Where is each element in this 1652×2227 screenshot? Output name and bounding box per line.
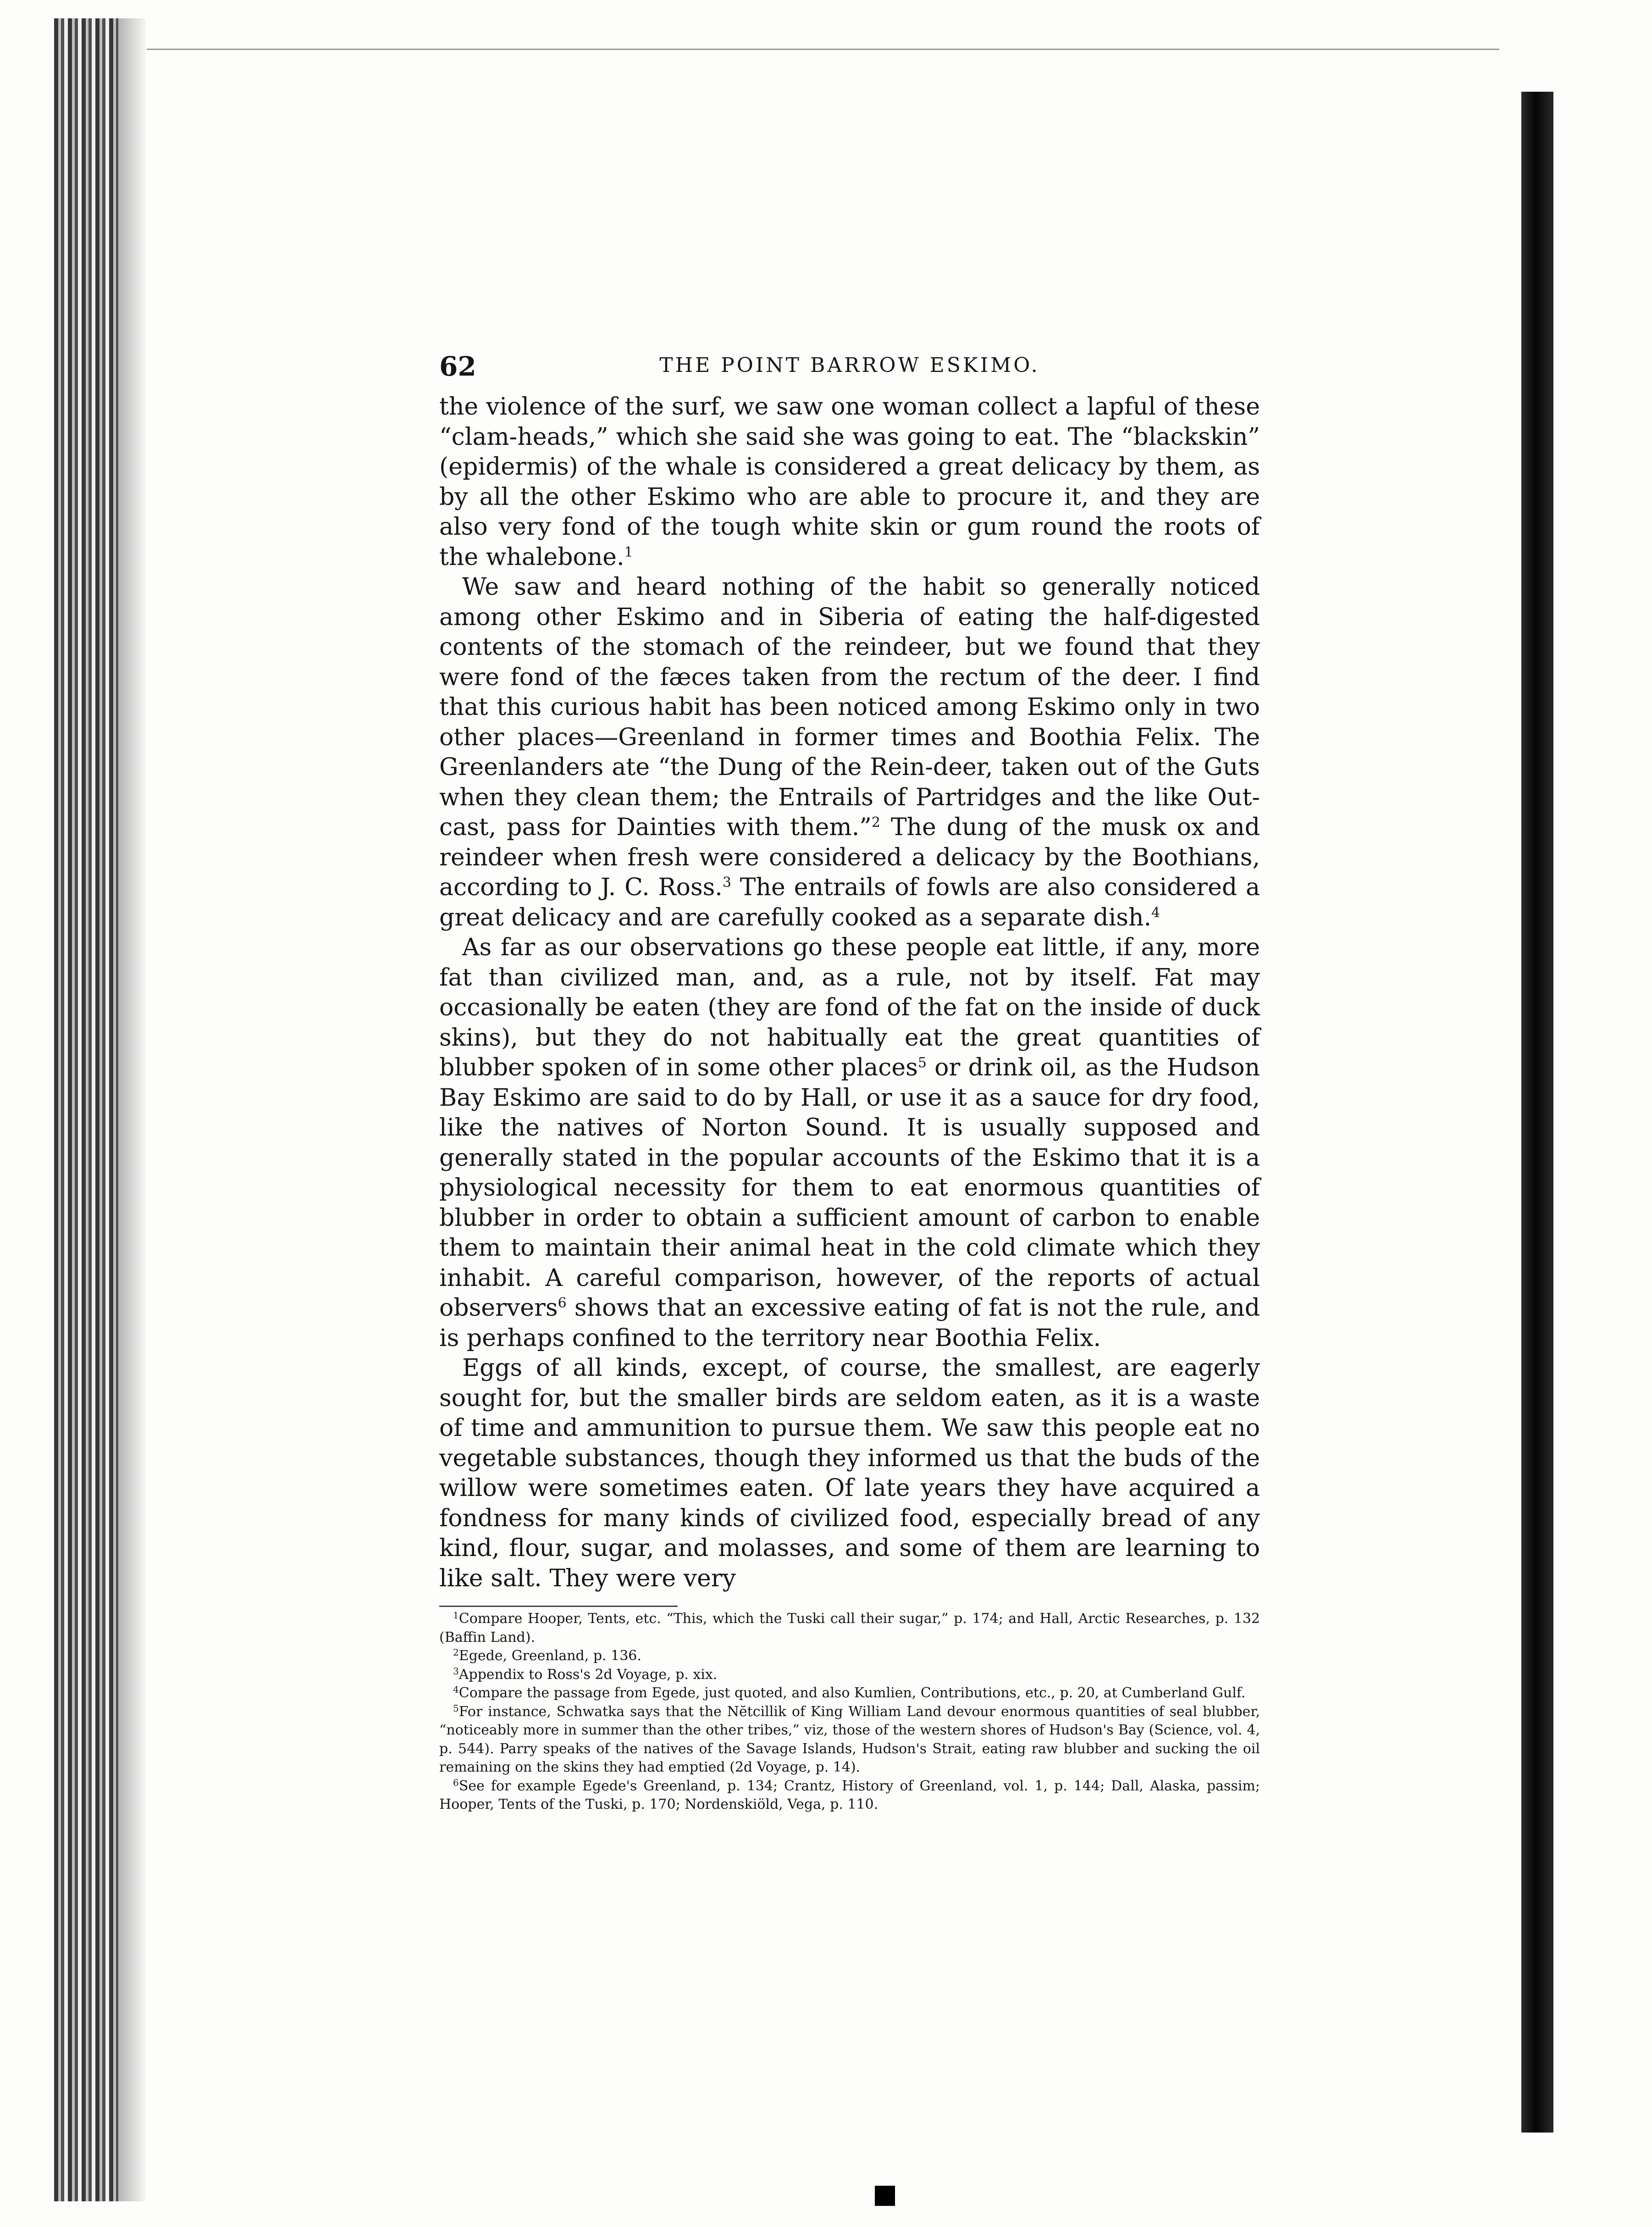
footnotes [439,1610,1260,1814]
text-run: or drink oil, as the Hudson Bay Eskimo are said to do by Hall, or use it as a sauce for dry food, like the natives of Norton Sound. It is usually supposed and generally stated in the popular accounts of the Eskimo that it is a physiological necessity for them to eat enormous quantities of blubber in order to obtain a sufficient amount of carbon to enable them to maintain their animal heat in the cold climate which they inhabit. A careful comparison, however, of the reports of actual observers [439,1054,1260,1322]
footnote [439,1703,1260,1777]
footnote [439,1610,1260,1647]
footnote-mark: 2 [453,1647,459,1658]
running-head [439,351,1260,392]
footnote-rule [439,1606,678,1607]
text-run: As far as our observations go these people eat little, if any, more fat than civilized man, and, as a rule, not by itself. Fat may occasionally be eaten (they are fond of the fat on the inside of duck skins), but they do not habitually eat the great quantities of blubber spoken of in some other places [439,934,1260,1081]
footnote-text: Egede, Greenland, p. 136. [459,1648,641,1664]
text-run: The dung of the musk ox and reindeer when fresh were considered a delicacy by the Boothians, according to J. C. Ross. [439,814,1260,901]
footnote-mark: 6 [453,1777,459,1788]
paragraph [439,1353,1260,1594]
text-run: We saw and heard nothing of the habit so generally noticed among other Eskimo and in Siberia of eating the half-digested contents of the stomach of the reindeer, but we found that they were fond of the fæces taken from the rectum of the deer. I find that this curious habit has been noticed among Eskimo only in two other places—Greenland in former times and Boothia Felix. The Greenlanders ate “the Dung of the Rein-deer, taken out of the Guts when they clean them; the Entrails of Partridges and the like Out-cast, pass for Dainties with them.” [439,573,1260,841]
scan-registration-mark [875,2186,895,2206]
scan-top-edge [147,49,1499,50]
footnote-text: Compare Hooper, Tents, etc. “This, which the Tuski call their sugar,” p. 174; and Hall, Arctic Researches, p. 132 (Baffin Land). [439,1611,1260,1645]
footnote-ref[interactable]: 5 [917,1055,927,1071]
footnote-text: Compare the passage from Egede, just quoted, and also Kumlien, Contributions, etc., p. 20, at Cumberland Gulf. [459,1685,1246,1701]
footnote-ref[interactable]: 1 [624,544,633,560]
text-run: Eggs of all kinds, except, of course, the smallest, are eagerly sought for, but the smaller birds are seldom eaten, as it is a waste of time and ammunition to pursue them. We saw this people eat no vegetable substances, though they informed us that the buds of the willow were sometimes eaten. Of late years they have acquired a fondness for many kinds of civilized food, especially bread of any kind, flour, sugar, and molasses, and some of them are learning to like salt. They were very [439,1354,1260,1592]
text-run: The entrails of fowls are also considered a great delicacy and are carefully cooked as a separate dish. [439,874,1260,931]
footnote-ref[interactable]: 4 [1151,904,1160,921]
scan-edge-right [1521,92,1553,2133]
footnote [439,1666,1260,1684]
footnote-text: Appendix to Ross's 2d Voyage, p. xix. [459,1666,718,1683]
page-number: 62 [439,351,476,382]
footnote-ref[interactable]: 6 [558,1295,567,1311]
running-title: THE POINT BARROW ESKIMO. [659,354,1040,377]
footnote-ref[interactable]: 3 [722,875,731,891]
footnote [439,1777,1260,1814]
paragraph [439,572,1260,933]
scan-binding-shadow [118,18,146,2201]
text-run: the violence of the surf, we saw one woman collect a lapful of these “clam-heads,” which she said she was going to eat. The “blackskin” (epidermis) of the whale is considered a great delicacy by them, as by all the other Eskimo who are able to procure it, and they are also very fond of the tough white skin or gum round the roots of the whalebone. [439,393,1260,571]
footnote [439,1684,1260,1703]
footnote-ref[interactable]: 2 [871,814,880,831]
book-page [439,351,1260,1814]
footnote-mark: 5 [453,1702,459,1714]
text-run: shows that an excessive eating of fat is not the rule, and is perhaps confined to the territory near Boothia Felix. [439,1294,1260,1352]
body-text [439,392,1260,1594]
footnote-text: For instance, Schwatka says that the Nĕtcillik of King William Land devour enormous quantities of seal blubber, “noticeably more in summer than the other tribes,” viz, those of the western shores of Hudson's Bay (Science, vol. 4, p. 544). Parry speaks of the natives of the Savage Islands, Hudson's Strait, eating raw blubber and sucking the oil remaining on the skins they had emptied (2d Voyage, p. 14). [439,1703,1260,1775]
footnote [439,1647,1260,1666]
paragraph [439,392,1260,572]
footnote-mark: 3 [453,1665,459,1677]
footnote-mark: 4 [453,1684,459,1695]
footnote-mark: 1 [453,1610,459,1621]
paragraph [439,933,1260,1353]
scan-binding-edge-left [54,18,118,2201]
footnote-text: See for example Egede's Greenland, p. 134; Crantz, History of Greenland, vol. 1, p. 144; Dall, Alaska, passim; Hooper, Tents of the Tuski, p. 170; Nordenskiöld, Vega, p. 110. [439,1778,1260,1812]
